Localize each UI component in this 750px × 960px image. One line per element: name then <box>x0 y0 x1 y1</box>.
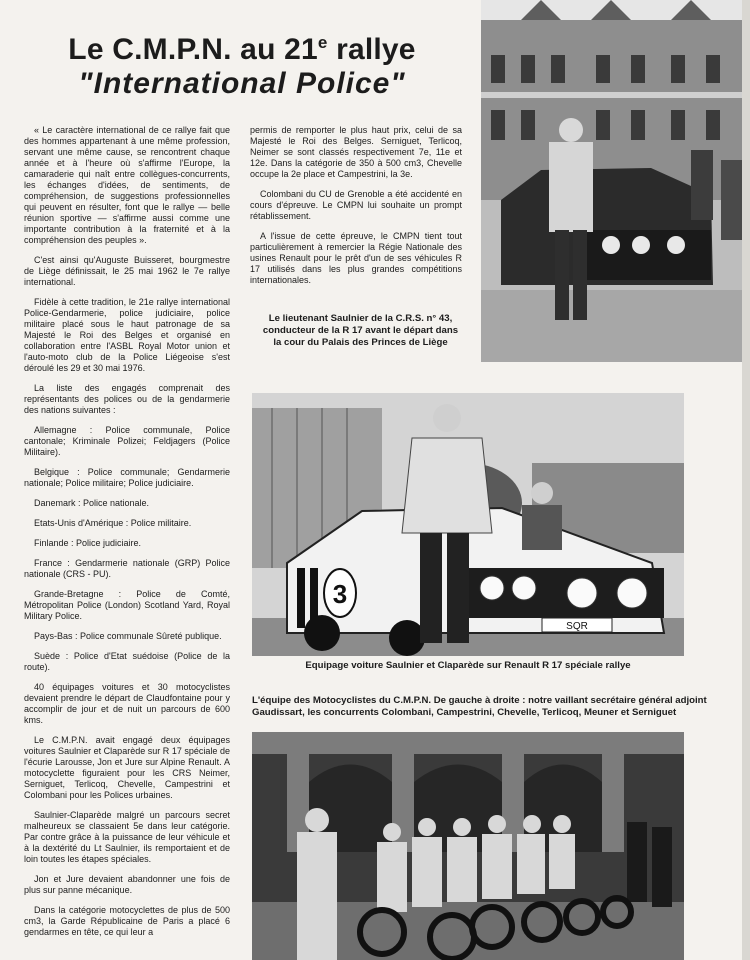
paragraph: Pays-Bas : Police communale Sûreté publique. <box>34 631 222 641</box>
paragraph: Saulnier-Claparède malgré un parcours secret malheureux se classaient 5e dans leur catégorie. Par contre grâce à la puissance de leur véhicule et à la dextérité du Lt Saulnier, ils remportaient et de loin toutes les étapes spéciales. <box>24 810 230 864</box>
photo-caption: L'équipe des Motocyclistes du C.M.P.N. De gauche à droite : notre vaillant secrétaire général adjoint Gaudissart, les concurrents Colombani, Campestrini, Chevelle, Terlicoq, Meuner et Serniguet <box>252 695 707 718</box>
paragraph: Fidèle à cette tradition, le 21e rallye international Police-Gendarmerie, police judiciaire, police militaire placé sous le haut patronage de sa Majesté le Roi des Belges et organisé en collaboration entre l'ASBL Royal Motor union et l'auto-moto club de la Police Liégeoise s'est déroulé les 29 et 30 mai 1976. <box>24 297 230 373</box>
paragraph: Allemagne : Police communale, Police cantonale; Kriminale Polizei; Feldjagers (Police Militaire). <box>24 425 230 457</box>
paragraph: Suède : Police d'Etat suédoise (Police de la route). <box>24 651 230 672</box>
license-plate: SQR <box>566 621 588 632</box>
paragraph: La liste des engagés comprenait des représentants des polices ou de la gendarmerie des nations suivantes : <box>24 383 230 415</box>
paragraph: Le C.M.P.N. avait engagé deux équipages voitures Saulnier et Claparède sur R 17 spéciale de l'écurie Larousse, Jon et Jure sur Alpine Renault. A motocyclette figuraient pour les CRS Neimer, Serniguet, Terlicoq, Chevelle, Campestrini et Colombani pour les Polices urbaines. <box>24 735 230 800</box>
paragraph: A l'issue de cette épreuve, le CMPN tient tout particulièrement à remercier la Régie Nationale des usines Renault pour le prêt d'un de ses véhicules R 17 utilisés dans les plus grandes compétitions internationales. <box>250 231 462 285</box>
photo-rally-car <box>252 393 684 656</box>
photo-motorcyclists <box>252 732 684 960</box>
paragraph: Dans la catégorie motocyclettes de plus de 500 cm3, la Garde Républicaine de Paris a placé 6 gendarmes en tête, ce qui leur a <box>24 905 230 937</box>
paragraph: Grande-Bretagne : Police de Comté, Métropolitan Police (London) Scotland Yard, Royal Military Police. <box>24 589 230 621</box>
photo-caption: Equipage voiture Saulnier et Claparède sur Renault R 17 spéciale rallye <box>305 660 631 671</box>
page-edge <box>742 0 750 960</box>
paragraph: permis de remporter le plus haut prix, celui de sa Majesté le Roi des Belges. Serniguet, Terlicoq, Neimer se sont classés respectivement 7e, 11e et 12e. Dans la catégorie de 350 à 500 cm3, Chevelle occupe la 2e place et Campestrini, la 3e. <box>250 125 462 179</box>
title-line-2: "International Police" <box>78 67 406 100</box>
paragraph: Finlande : Police judiciaire. <box>34 538 142 548</box>
paragraph: Belgique : Police communale; Gendarmerie nationale; Police militaire; Police judiciaire. <box>24 467 230 488</box>
paragraph: 40 équipages voitures et 30 motocyclistes devaient prendre le départ de Claudfontaine pour y accomplir de jour et de nuit un parcours de 600 kms. <box>24 682 230 725</box>
race-number: 3 <box>332 579 348 609</box>
photo-caption: Le lieutenant Saulnier de la C.R.S. n° 43, conducteur de la R 17 avant le départ dans la cour du Palais des Princes de Liège <box>262 313 459 348</box>
photo-palace-courtyard <box>481 0 750 362</box>
paragraph: Colombani du CU de Grenoble a été accidenté en cours d'épreuve. Le CMPN lui souhaite un prompt rétablissement. <box>250 189 462 221</box>
article-column-2 <box>250 125 462 285</box>
paragraph: Danemark : Police nationale. <box>34 498 150 508</box>
title-line-1: Le C.M.P.N. au 21e rallye <box>68 33 416 66</box>
article-title <box>22 26 462 101</box>
paragraph: « Le caractère international de ce rallye fait que des hommes appartenant à une même profession, servant une même cause, se rencontrent chaque année et à l'heure où s'affirme l'Europe, la camaraderie qui naît entre collègues-concurrents, les échanges d'idées, de sentiments, de compréhension, de suggestions professionnelles qui peuvent en résulter, font que le rallye — belle réunion sportive — s'affirme aussi comme une importante contribution à la fraternité et à la compréhension des peuples ». <box>24 125 230 245</box>
paragraph: Jon et Jure devaient abandonner une fois de plus sur panne mécanique. <box>24 874 230 895</box>
paragraph: France : Gendarmerie nationale (GRP) Police nationale (CRS - PU). <box>24 558 230 579</box>
paragraph: Etats-Unis d'Amérique : Police militaire. <box>34 518 192 528</box>
article-column-1 <box>24 125 230 955</box>
paragraph: C'est ainsi qu'Auguste Buisseret, bourgmestre de Liège définissait, le 25 mai 1962 le 7e rallye international. <box>24 255 230 287</box>
